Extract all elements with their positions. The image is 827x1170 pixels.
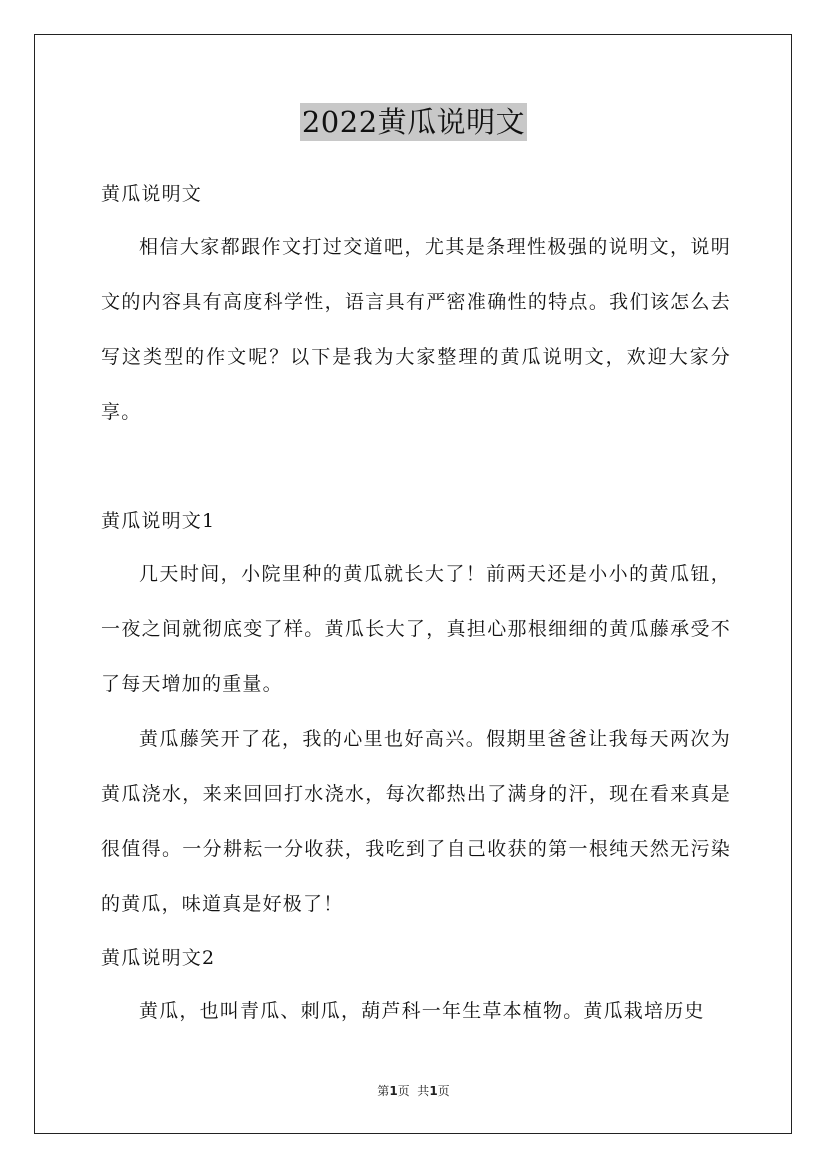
intro-paragraph: 相信大家都跟作文打过交道吧，尤其是条理性极强的说明文，说明文的内容具有高度科学性，语言具有严密准确性的特点。我们该怎么去写这类型的作文呢？以下是我为大家整理的黄瓜说明文，欢迎大家分享。 <box>101 236 731 423</box>
section-1-paragraph-2: 黄瓜藤笑开了花，我的心里也好高兴。假期里爸爸让我每天两次为黄瓜浇水，来来回回打水浇水，每次都热出了满身的汗，现在看来真是很值得。一分耕耘一分收获，我吃到了自己收获的第一根纯天然无污染的黄瓜，味道真是好极了！ <box>101 728 731 915</box>
page-footer <box>0 1082 827 1099</box>
section-2-paragraph-1: 黄瓜，也叫青瓜、刺瓜，葫芦科一年生草本植物。黄瓜栽培历史 <box>139 1000 705 1022</box>
page-label-suffix: 页 <box>437 1084 450 1098</box>
page-total: 1 <box>429 1084 438 1098</box>
intro-heading: 黄瓜说明文 <box>101 183 203 205</box>
page-label-mid: 页 共 <box>397 1084 430 1098</box>
document-body <box>101 168 731 1039</box>
section-2-heading: 黄瓜说明文2 <box>101 947 216 969</box>
page-current: 1 <box>389 1084 398 1098</box>
page-label-prefix: 第 <box>377 1084 390 1098</box>
title-container <box>0 103 827 141</box>
section-1-heading: 黄瓜说明文1 <box>101 510 216 532</box>
section-1-paragraph-1: 几天时间，小院里种的黄瓜就长大了！前两天还是小小的黄瓜钮，一夜之间就彻底变了样。黄瓜长大了，真担心那根细细的黄瓜藤承受不了每天增加的重量。 <box>101 563 731 695</box>
blank-line <box>101 440 731 495</box>
document-title: 2022黄瓜说明文 <box>301 105 526 139</box>
